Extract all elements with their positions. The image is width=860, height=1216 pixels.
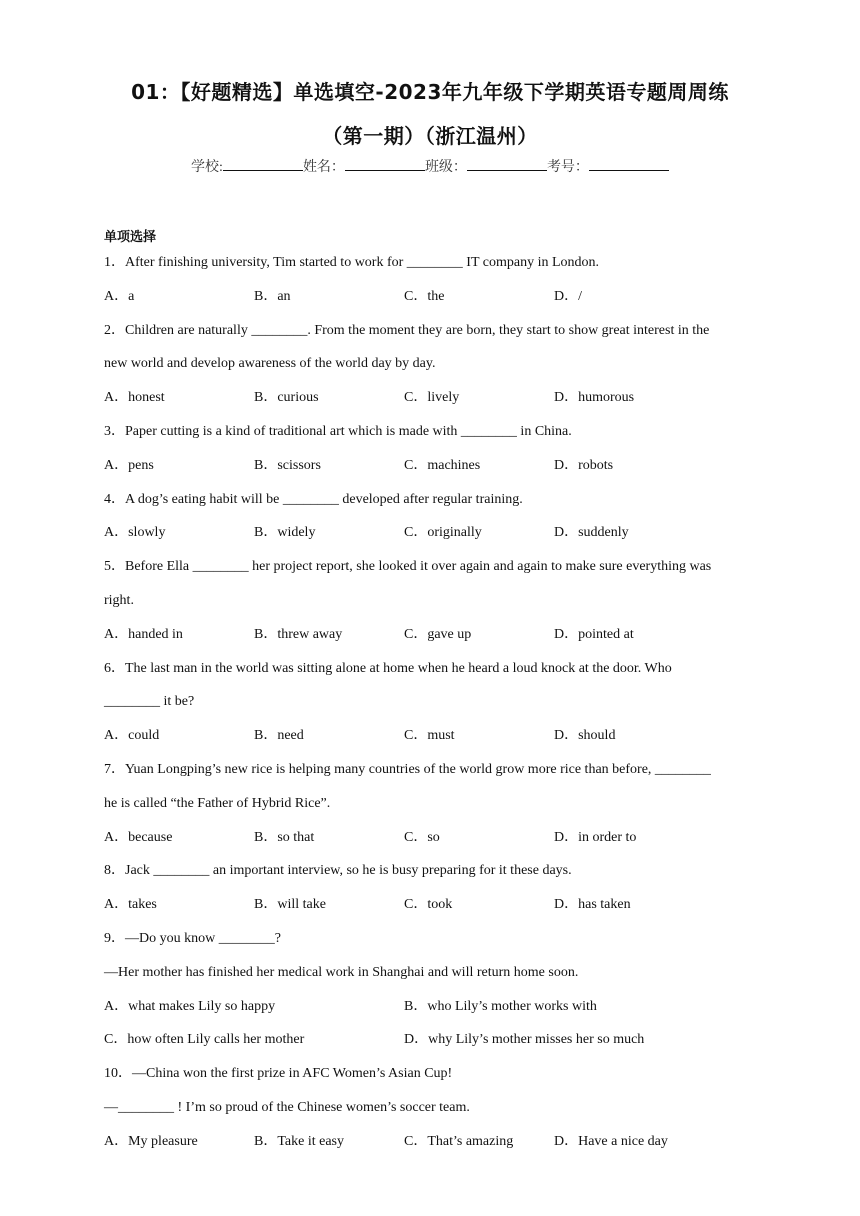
answer-option[interactable]: A．My pleasure bbox=[104, 1133, 198, 1149]
section-title: 单项选择 bbox=[104, 230, 157, 245]
question-stem: 9．—Do you know ________? bbox=[104, 930, 281, 946]
answer-option[interactable]: D．pointed at bbox=[554, 626, 634, 642]
class-label: 班级： bbox=[424, 160, 467, 175]
exam-no-label: 考号： bbox=[546, 160, 589, 175]
answer-option[interactable]: A．pens bbox=[104, 457, 154, 473]
question-item bbox=[104, 252, 764, 320]
answer-option[interactable]: A．because bbox=[104, 829, 173, 845]
answer-option[interactable]: B．who Lily’s mother works with bbox=[404, 998, 597, 1014]
question-item bbox=[104, 1063, 764, 1164]
question-stem: 10．—China won the first prize in AFC Women’s Asian Cup! bbox=[104, 1066, 453, 1082]
options-row bbox=[104, 827, 764, 861]
answer-option[interactable]: D．humorous bbox=[554, 390, 635, 406]
question-item bbox=[104, 928, 764, 1063]
question-stem: 8．Jack ________ an important interview, so he is busy preparing for it these days. bbox=[104, 863, 572, 879]
answer-option[interactable]: D．should bbox=[554, 728, 616, 744]
answer-option[interactable]: B．widely bbox=[254, 525, 316, 541]
answer-option[interactable]: B．curious bbox=[254, 390, 319, 406]
answer-option[interactable]: C．originally bbox=[404, 525, 482, 541]
answer-option[interactable]: D．has taken bbox=[554, 897, 631, 913]
question-stem: he is called “the Father of Hybrid Rice”. bbox=[104, 795, 331, 811]
question-item bbox=[104, 489, 764, 557]
school-blank[interactable] bbox=[223, 157, 303, 171]
options-row bbox=[104, 624, 764, 658]
answer-option[interactable]: C．so bbox=[404, 829, 440, 845]
answer-option[interactable]: D．robots bbox=[554, 457, 614, 473]
options-row bbox=[104, 725, 764, 759]
options-row bbox=[104, 455, 764, 489]
answer-option[interactable]: A．handed in bbox=[104, 626, 183, 642]
question-stem: 2．Children are naturally ________. From the moment they are born, they start to show great interest in the bbox=[104, 322, 710, 338]
answer-option[interactable]: C．must bbox=[404, 728, 455, 744]
answer-option[interactable]: C．took bbox=[404, 897, 453, 913]
question-item bbox=[104, 658, 764, 759]
question-list bbox=[104, 252, 764, 1165]
answer-option[interactable]: C．machines bbox=[404, 457, 481, 473]
answer-option[interactable]: A．what makes Lily so happy bbox=[104, 998, 276, 1014]
question-stem: 7．Yuan Longping’s new rice is helping many countries of the world grow more rice than before, ________ bbox=[104, 761, 711, 777]
options-row bbox=[104, 894, 764, 928]
name-label: 姓名： bbox=[302, 160, 345, 175]
question-stem: new world and develop awareness of the world day by day. bbox=[104, 356, 436, 372]
answer-option[interactable]: C．lively bbox=[404, 390, 460, 406]
answer-option[interactable]: D．suddenly bbox=[554, 525, 629, 541]
answer-option[interactable]: C．the bbox=[404, 288, 445, 304]
student-info-line bbox=[0, 156, 860, 176]
options-row bbox=[104, 286, 764, 320]
question-stem: 1．After finishing university, Tim started to work for ________ IT company in London. bbox=[104, 255, 600, 270]
answer-option[interactable]: C．That’s amazing bbox=[404, 1133, 514, 1149]
document-subtitle: （第一期）（浙江温州） bbox=[322, 124, 538, 148]
question-stem: —________ ! I’m so proud of the Chinese women’s soccer team. bbox=[104, 1099, 470, 1115]
answer-option[interactable]: A．a bbox=[104, 288, 135, 304]
question-item bbox=[104, 556, 764, 657]
question-stem: —Her mother has finished her medical work in Shanghai and will return home soon. bbox=[104, 964, 579, 980]
question-item bbox=[104, 320, 764, 421]
question-item bbox=[104, 421, 764, 489]
options-row bbox=[104, 1029, 764, 1063]
question-stem: 4．A dog’s eating habit will be ________ developed after regular training. bbox=[104, 491, 523, 507]
answer-option[interactable]: B．scissors bbox=[254, 457, 321, 473]
question-item bbox=[104, 860, 764, 928]
name-blank[interactable] bbox=[345, 157, 425, 171]
answer-option[interactable]: D．/ bbox=[554, 288, 582, 304]
question-stem: 6．The last man in the world was sitting alone at home when he heard a loud knock at the door. Who bbox=[104, 660, 672, 676]
answer-option[interactable]: A．honest bbox=[104, 390, 165, 406]
options-row bbox=[104, 522, 764, 556]
answer-option[interactable]: C．gave up bbox=[404, 626, 472, 642]
answer-option[interactable]: B．so that bbox=[254, 829, 315, 845]
answer-option[interactable]: D．in order to bbox=[554, 829, 637, 845]
question-item bbox=[104, 759, 764, 860]
answer-option[interactable]: B．an bbox=[254, 288, 291, 304]
options-row bbox=[104, 387, 764, 421]
options-row bbox=[104, 996, 764, 1030]
question-stem: ________ it be? bbox=[104, 694, 195, 710]
answer-option[interactable]: B．will take bbox=[254, 897, 326, 913]
answer-option[interactable]: B．need bbox=[254, 728, 304, 744]
options-row bbox=[104, 1131, 764, 1165]
answer-option[interactable]: B．Take it easy bbox=[254, 1133, 344, 1149]
question-stem: 3．Paper cutting is a kind of traditional art which is made with ________ in China. bbox=[104, 423, 572, 439]
school-label: 学校: bbox=[191, 160, 223, 175]
answer-option[interactable]: A．slowly bbox=[104, 525, 166, 541]
answer-option[interactable]: B．threw away bbox=[254, 626, 343, 642]
question-stem: 5．Before Ella ________ her project report, she looked it over again and again to make sure everything was bbox=[104, 559, 712, 575]
answer-option[interactable]: A．could bbox=[104, 728, 160, 744]
class-blank[interactable] bbox=[467, 157, 547, 171]
answer-option[interactable]: D．Have a nice day bbox=[554, 1133, 668, 1149]
document-title: 01：【好题精选】单选填空-2023年九年级下学期英语专题周周练 bbox=[131, 80, 729, 104]
exam-no-blank[interactable] bbox=[589, 157, 669, 171]
answer-option[interactable]: A．takes bbox=[104, 897, 157, 913]
answer-option[interactable]: D．why Lily’s mother misses her so much bbox=[404, 1032, 645, 1048]
answer-option[interactable]: C．how often Lily calls her mother bbox=[104, 1032, 305, 1048]
question-stem: right. bbox=[104, 592, 134, 608]
